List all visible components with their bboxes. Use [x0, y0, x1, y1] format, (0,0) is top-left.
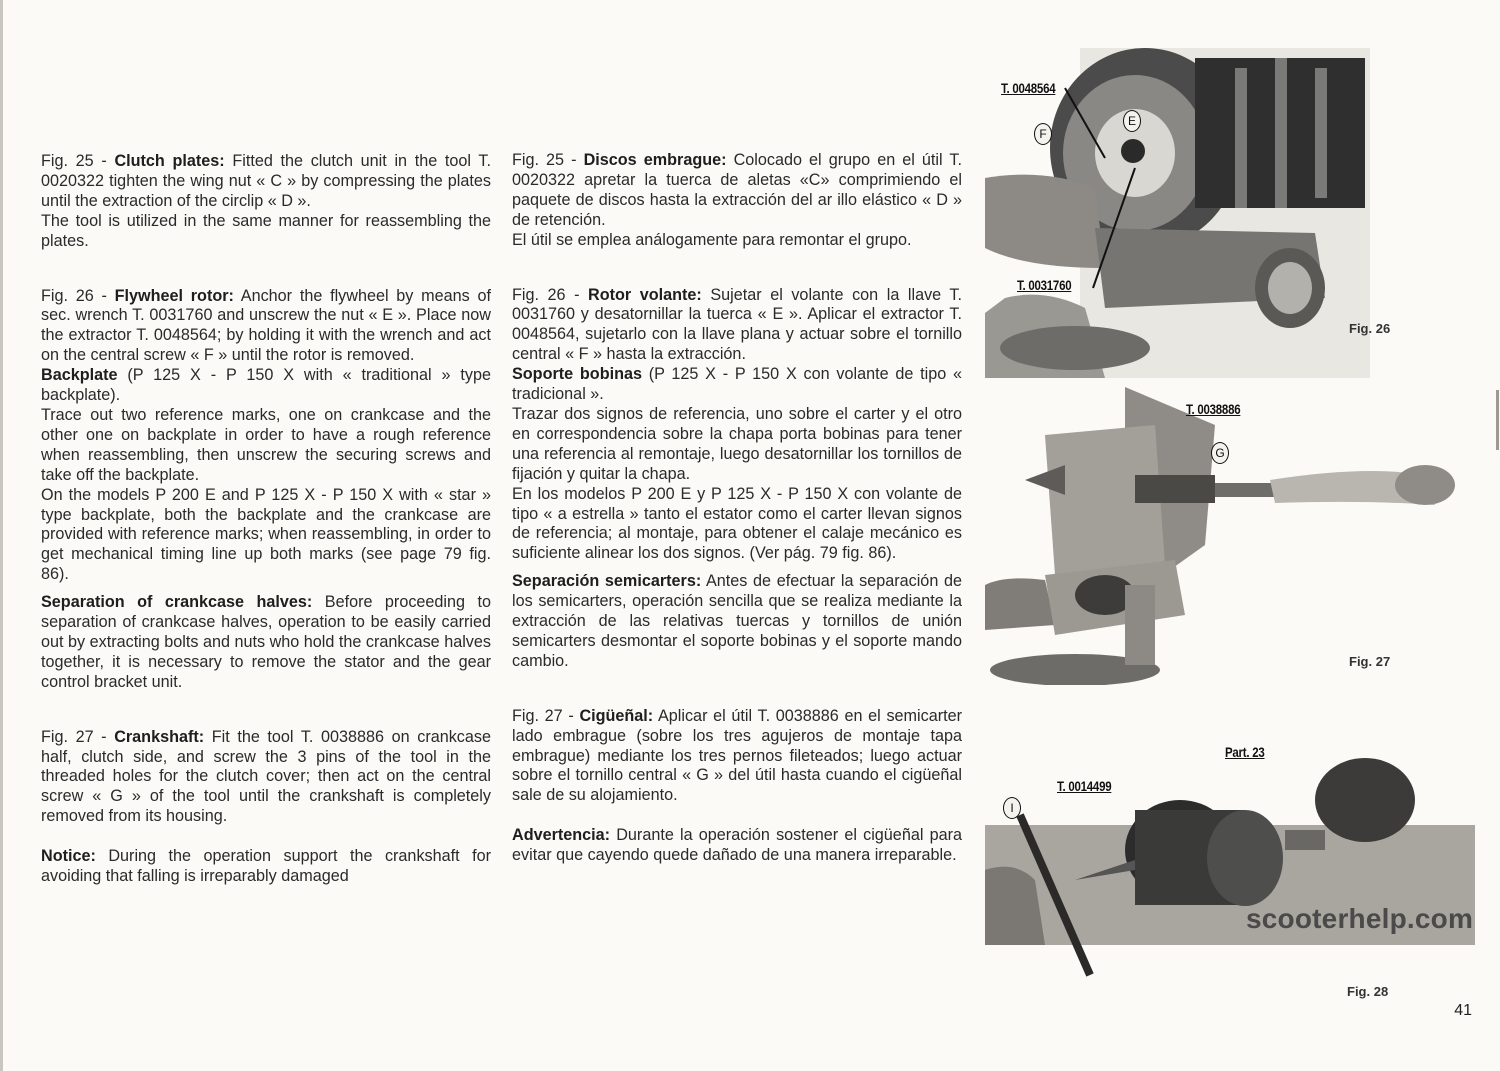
fig28-caption: Fig. 28	[1347, 984, 1389, 999]
fig26-caption: Fig. 26	[1349, 321, 1391, 336]
english-column	[41, 152, 491, 887]
callout-letter-f: F	[1034, 123, 1052, 145]
tool-label-t0014499: T. 0014499	[1057, 778, 1112, 794]
separation-paragraph: Separation of crankcase halves: Before proceeding to separation of crankcase halves, operation to be easily carried out by extracting bolts and nuts who hold the crankcase halves together, it is necessary to remove the stator and the gear control bracket unit.	[41, 593, 491, 691]
fig25-paragraph-2-es: El útil se emplea análogamente para remontar el grupo.	[512, 230, 912, 249]
part-label-23: Part. 23	[1225, 744, 1265, 760]
figure-26	[985, 48, 1475, 378]
tool-label-t0031760: T. 0031760	[1017, 277, 1072, 293]
watermark-text: scooterhelp.com	[1246, 903, 1474, 934]
backplate-paragraph-es: Trazar dos signos de referencia, uno sobre el carter y el otro en correspondencia sobre la chapa porta bobinas para tener una referencia al remontaje, luego desatornillar los tornillos de fijación y quitar la chapa.	[512, 404, 962, 483]
backplate-heading: Backplate (P 125 X - P 150 X with « traditional » type backplate).	[41, 366, 491, 405]
callout-letter-i: I	[1003, 797, 1021, 819]
figure-28	[985, 740, 1475, 1020]
fig27-paragraph-es: Fig. 27 - Cigüeñal: Aplicar el útil T. 0038886 en el semicarter lado embrague (sobre los tres agujeros de montaje tapa embrague) mediante los tres pernos fileteados; luego actuar sobre el tornillo central « G » del útil hasta cuando el cigüeñal sale de su alojamiento.	[512, 706, 962, 805]
notice-paragraph: Notice: During the operation support the crankshaft for avoiding that falling is irreparably damaged	[41, 847, 491, 886]
backplate-heading-es: Soporte bobinas (P 125 X - P 150 X con volante de tipo « tradicional ».	[512, 365, 962, 404]
backplate-paragraph-2-es: En los modelos P 200 E y P 125 X - P 150 X con volante de tipo « a estrella » tanto el estator como el carter llevan signos de referencia; al montaje, para obtener el calaje mecánico es suficiente alinear los dos signos. (Ver pág. 79 fig. 86).	[512, 484, 962, 563]
spanish-column	[512, 151, 962, 866]
fig26-paragraph-es: Fig. 26 - Rotor volante: Sujetar el volante con la llave T. 0031760 y desatornillar la tuerca « E ». Aplicar el extractor T. 0048564, sujetarlo con la llave plana y actuar sobre el tornillo central « F » hasta la extracción.	[512, 285, 963, 364]
separation-paragraph-es: Separación semicarters: Antes de efectuar la separación de los semicarters, operación sencilla que se realiza mediante la extracción de las relativas tuercas y tornillos de unión semicarters desmontar el soporte bobinas y el soporte mando cambio.	[512, 572, 962, 670]
fig26-paragraph: Fig. 26 - Flywheel rotor: Anchor the flywheel by means of sec. wrench T. 0031760 and unscrew the nut « E ». Place now the extractor T. 0048564; by holding it with the wrench and act on the central screw « F » until the rotor is removed.	[41, 286, 491, 365]
crankcase-photo	[985, 385, 1475, 685]
tool-label-t0038886: T. 0038886	[1186, 401, 1241, 417]
fig25-paragraph: Fig. 25 - Clutch plates: Fitted the clutch unit in the tool T. 0020322 tighten the wing nut « C » by compressing the plates until the extraction of the circlip « D ».	[41, 152, 491, 210]
tool-label-t0048564: T. 0048564	[1001, 80, 1056, 96]
notice-paragraph-es: Advertencia: Durante la operación sostener el cigüeñal para evitar que cayendo quede dañado de una manera irreparable.	[512, 826, 962, 865]
flywheel-photo	[985, 48, 1475, 378]
backplate-paragraph-2: On the models P 200 E and P 125 X - P 150 X with « star » type backplate, both the backplate and the crankcase are provided with reference marks; when reassembling, in order to get mechanical timing line up both marks (see page 79 fig. 86).	[41, 485, 491, 584]
page-number: 41	[1454, 1002, 1472, 1019]
fig25-paragraph-2: The tool is utilized in the same manner for reassembling the plates.	[41, 211, 491, 250]
scroll-indicator	[1496, 390, 1499, 450]
figure-27	[985, 385, 1475, 685]
fig27-paragraph: Fig. 27 - Crankshaft: Fit the tool T. 0038886 on crankcase half, clutch side, and screw the 3 pins of the tool in the threaded holes for the clutch cover; then act on the central screw « G » of the tool until the crankshaft is completely removed from its housing.	[41, 727, 492, 826]
page-edge	[0, 0, 3, 1071]
fig27-caption: Fig. 27	[1349, 654, 1391, 669]
callout-letter-e: E	[1123, 110, 1141, 132]
callout-letter-g: G	[1211, 442, 1229, 464]
backplate-paragraph: Trace out two reference marks, one on crankcase and the other one on backplate in order to have a rough reference when reassembling, then unscrew the securing screws and take off the backplate.	[41, 405, 491, 484]
fig25-paragraph-es: Fig. 25 - Discos embrague: Colocado el grupo en el útil T. 0020322 apretar la tuerca de aletas «C» comprimiendo el paquete de discos hasta la extracción del ar illo elástico « D » de retención.	[512, 151, 962, 229]
